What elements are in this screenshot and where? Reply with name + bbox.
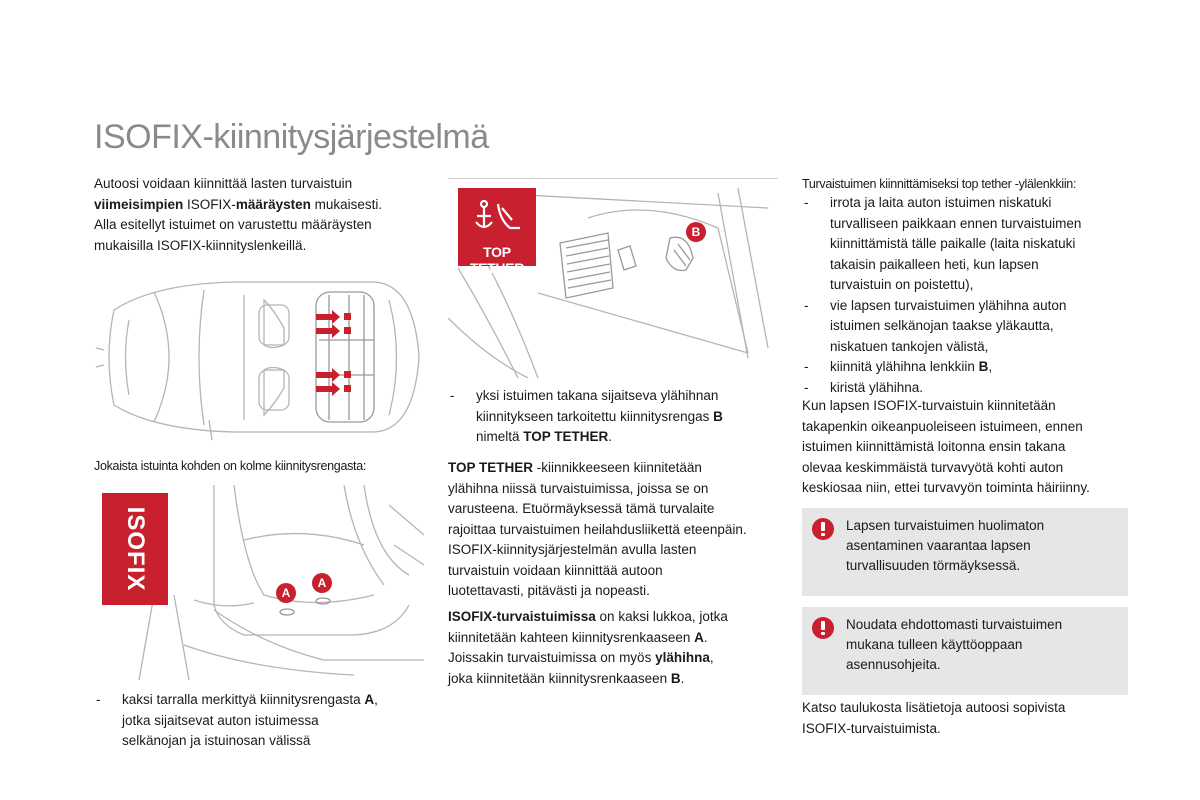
bullet-b-text-2: nimeltä [476, 429, 524, 444]
step-3-text: kiinnitä ylähihna lenkkiin [830, 359, 979, 374]
rs-line-5: keskiosaa niin, ettei turvavyön toiminta häiriinny. [802, 480, 1090, 495]
top-tether-tag [458, 188, 536, 276]
list-item [802, 378, 1142, 399]
step-3-line-1 [830, 357, 1142, 378]
tt-line-4: rajoittaa turvaistuimen heilahdusliikettä eteenpäin. [448, 521, 747, 537]
rs-line-4: olevaa keskimmäistä turvavyötä kohti auton [802, 459, 1064, 475]
list-item [94, 690, 434, 752]
bullet-a-line-2: jotka sijaitsevat auton istuimessa [122, 712, 319, 728]
column-3-heading: Turvaistuimen kiinnittämiseksi top tether -ylälenkkiin: [802, 177, 1077, 191]
warn-1-line-1: Lapsen turvaistuimen huolimaton [846, 518, 1045, 533]
step-1-line-4: takaisin paikalleen heti, kun lapsen [830, 256, 1039, 272]
is-bold-3: ylähihna [655, 650, 710, 665]
is-text-3: Joissakin turvaistuimissa on myös [448, 650, 656, 665]
isofix-tag-text: ISOFIX [122, 506, 149, 592]
step-1-line-5: turvaistuin on poistettu), [830, 277, 974, 292]
warn-2-line-3: asennusohjeita. [846, 657, 941, 672]
rs-line-2: takapenkin oikeanpuoleiseen istuimeen, ennen [802, 418, 1083, 434]
isofix-seats-paragraph [448, 607, 788, 689]
top-tether-tag-text: TOP TETHER [469, 244, 525, 276]
intro-mid: ISOFIX- [183, 196, 236, 212]
is-text-1: on kaksi lukkoa, jotka [595, 609, 728, 624]
warning-2-text [846, 615, 1096, 675]
intro-line-1: Autoosi voidaan kiinnittää lasten turvaistuin [94, 176, 353, 191]
bullet-a-bold: A [364, 692, 375, 707]
intro-paragraph [94, 174, 424, 256]
warning-1-text [846, 516, 1096, 576]
list-item [448, 386, 778, 448]
warning-icon [812, 518, 834, 540]
step-3-punct: , [988, 359, 993, 374]
footer-note [802, 698, 1142, 739]
tt-line-7: luotettavasti, pitävästi ja nopeasti. [448, 583, 650, 598]
rs-line-3: istuimen kiinnittämistä loitonna ensin takana [802, 439, 1066, 454]
bullet-b-line-3 [476, 427, 778, 448]
warn-1-line-2: asentaminen vaarantaa lapsen [846, 538, 1031, 553]
warning-box-1 [802, 508, 1128, 596]
intro-line-3: Alla esitellyt istuimet on varustettu määräysten [94, 217, 372, 232]
anchor-a-marker-2: A [312, 573, 332, 593]
step-2-line-1: - vie lapsen turvaistuimen ylähihna auton [830, 297, 1067, 313]
anchor-b-marker: B [686, 222, 706, 242]
intro-bold-1: viimeisimpien [94, 196, 184, 212]
step-1-line-1: - irrota ja laita auton istuimen niskatuki [830, 195, 1052, 210]
rs-line-1: Kun lapsen ISOFIX-turvaistuin kiinnitetään [802, 398, 1056, 413]
step-1-line-3: kiinnittämistä tälle paikalle (laita niskatuki [830, 236, 1076, 251]
bullet-b-bold-2: TOP TETHER [523, 429, 609, 444]
bullet-a-punct: , [374, 692, 378, 707]
is-punct-2: . [703, 629, 708, 645]
footer-line-1: Katso taulukosta lisätietoja autoosi sopivista [802, 700, 1066, 715]
bullet-list-steps [802, 193, 1142, 398]
bullet-list-b [448, 386, 778, 448]
tt-bold: TOP TETHER [448, 460, 534, 475]
step-3-bold: B [978, 359, 989, 374]
intro-line-4: mukaisilla ISOFIX-kiinnityslenkeillä. [94, 237, 307, 253]
tt-text-1: -kiinnikkeeseen kiinnitetään [533, 460, 702, 475]
page-title: ISOFIX-kiinnitysjärjestelmä [94, 118, 489, 156]
is-bold-4: B [670, 670, 681, 686]
list-item [802, 357, 1142, 378]
bullet-a-line-3: selkänojan ja istuinosan välissä [122, 733, 311, 748]
is-line-4 [448, 669, 788, 690]
is-text-4: joka kiinnitetään kiinnitysrenkaaseen [448, 670, 671, 686]
list-item [802, 296, 1142, 358]
child-seat-anchor-icon [458, 196, 536, 236]
step-1-line-2: turvalliseen paikkaan ennen turvaistuimen [830, 215, 1082, 231]
right-seat-paragraph [802, 396, 1152, 499]
is-punct-3: , [709, 650, 714, 665]
bullet-b-line-1: - yksi istuimen takana sijaitseva ylähihnan [476, 388, 719, 403]
is-punct-4: . [680, 670, 685, 686]
bullet-a-text: kaksi tarralla merkittyä kiinnitysrengasta [122, 692, 365, 707]
step-2-line-3: niskatuen tankojen välistä, [830, 338, 989, 354]
step-2-line-2: istuimen selkänojan taakse yläkautta, [830, 318, 1054, 333]
intro-end: mukaisesti. [310, 196, 383, 212]
warn-2-line-1: Noudata ehdottomasti turvaistuimen [846, 617, 1063, 632]
warn-1-line-3: turvallisuuden törmäyksessä. [846, 558, 1021, 573]
footer-line-2: ISOFIX-turvaistuimista. [802, 720, 941, 736]
warn-2-line-2: mukana tulleen käyttöoppaan [846, 637, 1023, 652]
bullet-b-text: kiinnitykseen tarkoitettu kiinnitysrengas [476, 408, 714, 424]
list-item [802, 193, 1142, 296]
anchor-caption: Jokaista istuinta kohden on kolme kiinnitysrengasta: [94, 459, 367, 473]
intro-bold-2: määräysten [235, 196, 311, 212]
warning-box-2 [802, 607, 1128, 695]
bullet-b-line-2 [476, 407, 778, 428]
seat-anchor-illustration [94, 485, 424, 680]
is-line-2 [448, 628, 788, 649]
warning-icon [812, 617, 834, 639]
bullet-b-punct: . [608, 429, 613, 444]
bullet-a-line-1 [122, 690, 434, 711]
is-bold: ISOFIX-turvaistuimissa [448, 609, 596, 624]
trunk-top-tether-illustration [448, 178, 778, 378]
isofix-tag [102, 493, 168, 605]
tt-line-5: ISOFIX-kiinnitysjärjestelmän avulla lasten [448, 542, 697, 557]
is-line-1 [448, 607, 788, 628]
anchor-a-marker-1: A [276, 583, 296, 603]
bullet-list-a [94, 690, 434, 752]
tt-line-6: turvaistuin voidaan kiinnittää autoon [448, 562, 663, 578]
is-bold-2: A [694, 629, 704, 645]
car-top-view-illustration [94, 270, 424, 445]
tt-line-2: ylähihna niissä turvaistuimissa, joissa se on [448, 480, 709, 496]
tt-line-3: varusteena. Etuörmäyksessä tämä turvalaite [448, 501, 715, 516]
top-tether-paragraph [448, 458, 788, 602]
intro-line-2 [94, 195, 424, 216]
is-text-2: kiinnitetään kahteen kiinnitysrenkaaseen [448, 629, 695, 645]
step-4-line-1: - kiristä ylähihna. [830, 379, 924, 395]
tt-line-1 [448, 458, 788, 479]
bullet-b-bold: B [713, 408, 723, 424]
is-line-3 [448, 648, 788, 669]
